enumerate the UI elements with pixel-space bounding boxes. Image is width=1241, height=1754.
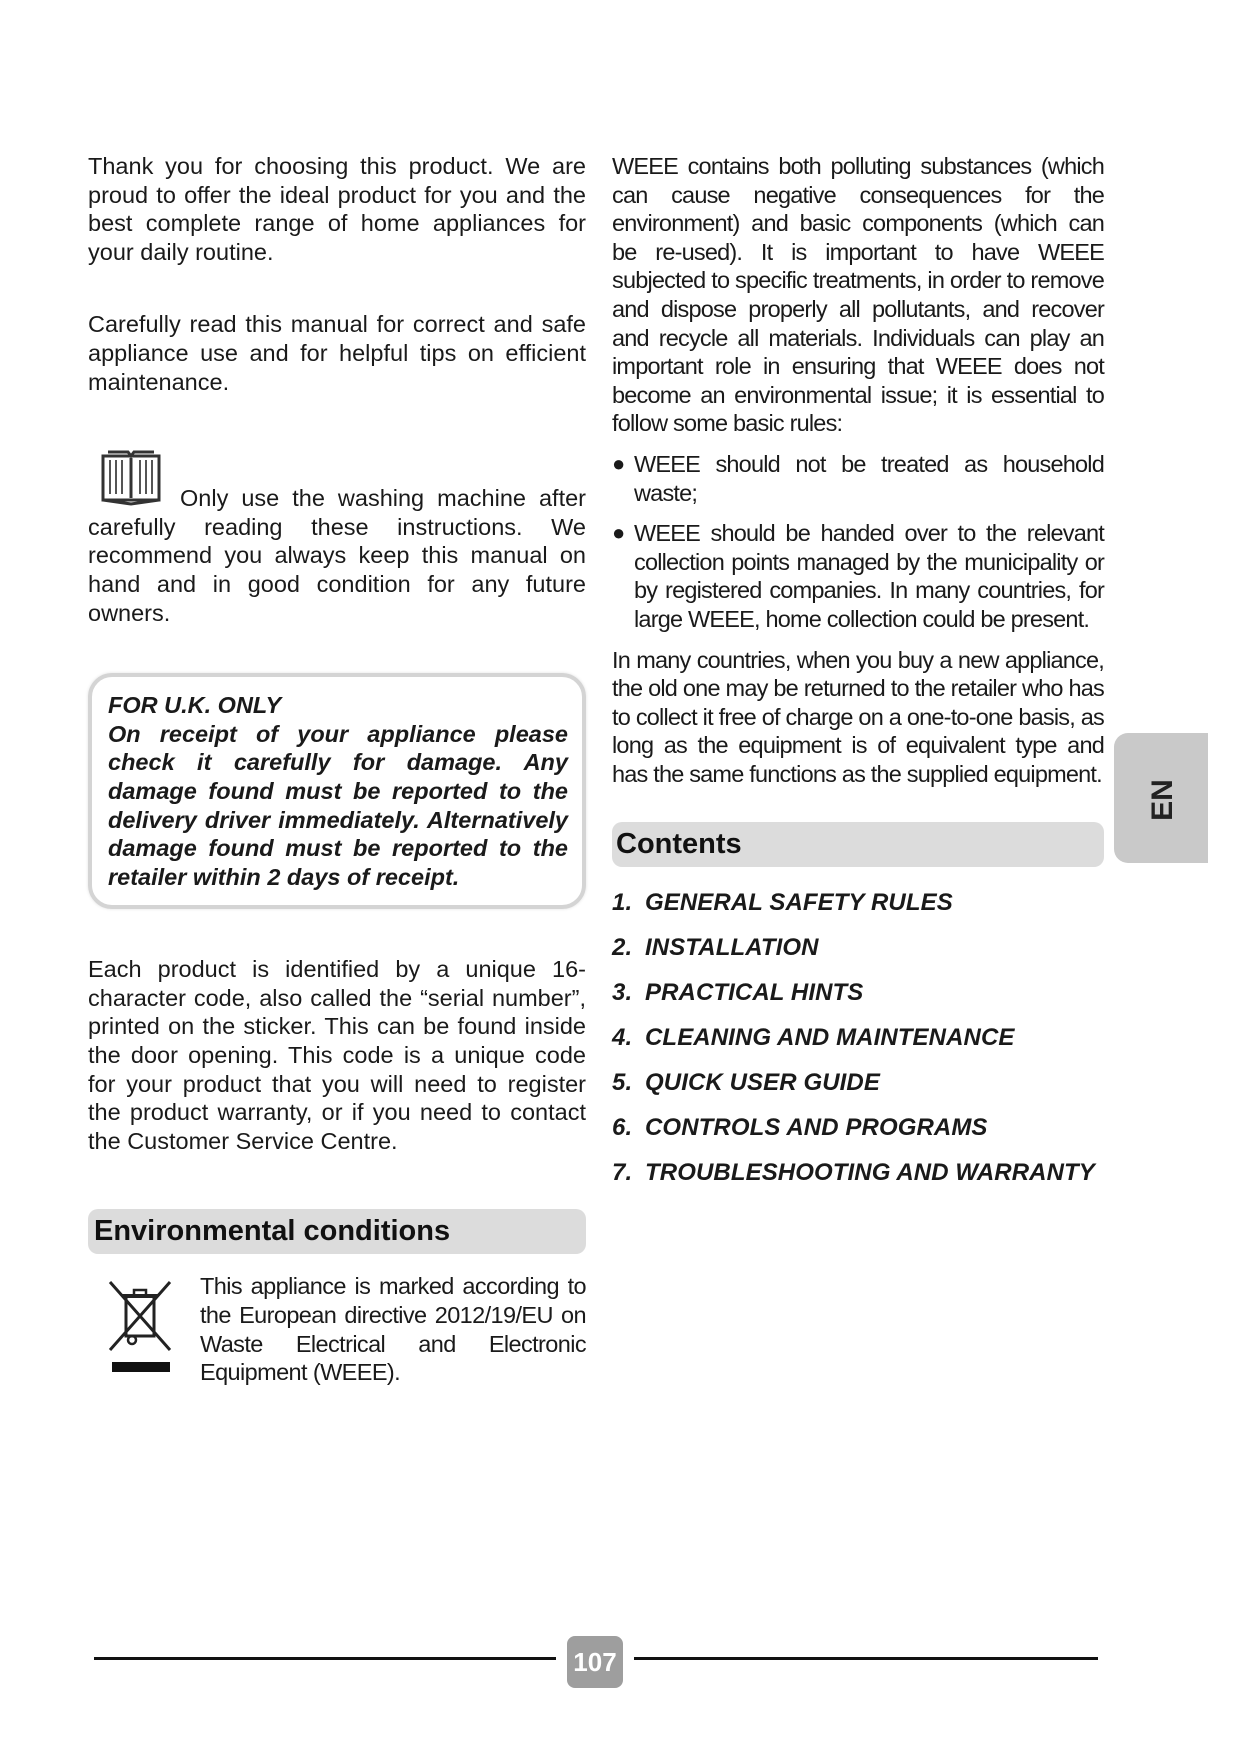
instructions-paragraph: Only use the washing machine after carefully reading these instructions. We recommend you always keep this manual on hand and in good condition for any future owners.	[88, 485, 586, 626]
serial-number-paragraph: Each product is identified by a unique 16-character code, also called the “serial number”, printed on the sticker. This can be found inside the door opening. This code is a unique code for your product that you will need to register the product warranty, or if you need to contact the Customer Service Centre.	[88, 956, 586, 1154]
toc-item[interactable]: 1. GENERAL SAFETY RULES	[612, 889, 953, 917]
toc-item[interactable]: 6. CONTROLS AND PROGRAMS	[612, 1114, 988, 1142]
left-column	[88, 152, 586, 1387]
uk-only-notice	[88, 673, 586, 909]
footer-rule-right	[634, 1657, 1098, 1660]
intro-paragraph: Thank you for choosing this product. We are proud to offer the ideal product for you and the best complete range of home appliances for your daily routine.	[88, 153, 586, 265]
right-column	[612, 152, 1104, 1204]
toc-item[interactable]: 7. TROUBLESHOOTING AND WARRANTY	[612, 1159, 1095, 1187]
toc-item[interactable]: 3. PRACTICAL HINTS	[612, 979, 864, 1007]
open-book-icon	[100, 448, 162, 506]
crossed-out-wheelie-bin-icon	[106, 1278, 174, 1374]
bullet-dot: ●	[612, 450, 626, 476]
toc-item[interactable]: 2. INSTALLATION	[612, 934, 819, 962]
read-manual-paragraph: Carefully read this manual for correct and safe appliance use and for helpful tips on efficient maintenance.	[88, 311, 586, 395]
uk-only-body: On receipt of your appliance please check it carefully for damage. Any damage found must be reported to the delivery driver immediately. Alternatively damage found must be reported to the retailer within 2 days of receipt.	[108, 720, 568, 890]
instructions-block	[88, 448, 586, 627]
environmental-conditions-heading: Environmental conditions	[88, 1209, 586, 1254]
language-tab-label: EN	[1145, 779, 1179, 821]
toc-item[interactable]: 5. QUICK USER GUIDE	[612, 1069, 880, 1097]
contents-heading: Contents	[612, 822, 1104, 867]
table-of-contents	[612, 889, 1104, 1187]
weee-rule-text: WEEE should not be treated as household waste;	[634, 450, 1104, 506]
toc-item[interactable]: 4. CLEANING AND MAINTENANCE	[612, 1024, 1015, 1052]
weee-intro-paragraph: WEEE contains both polluting substances (which can cause negative consequences for the environment) and basic components (which can be re-used). It is important to have WEEE subjected to specific treatments, in order to remove and dispose properly all pollutants, and recover and recycle all materials. Individuals can play an important role in ensuring that WEEE does not become an environmental issue; it is essential to follow some basic rules:	[612, 153, 1104, 437]
weee-rule-item	[612, 519, 1104, 633]
bullet-dot: ●	[612, 520, 626, 546]
uk-only-title: FOR U.K. ONLY	[108, 692, 282, 719]
weee-rule-text: WEEE should be handed over to the relevant collection points managed by the municipality or by registered companies. In many countries, for large WEEE, home collection could be present.	[634, 520, 1104, 632]
weee-marking-text: This appliance is marked according to the European directive 2012/19/EU on Waste Electrical and Electronic Equipment (WEEE).	[200, 1273, 586, 1386]
page-number: 107	[567, 1636, 623, 1688]
footer-rule-left	[94, 1657, 556, 1660]
weee-marking-block	[88, 1272, 586, 1386]
return-policy-paragraph: In many countries, when you buy a new appliance, the old one may be returned to the retailer who has to collect it free of charge on a one-to-one basis, as long as the equipment is of equivalent type and has the same functions as the supplied equipment.	[612, 646, 1104, 787]
weee-rule-item	[612, 450, 1104, 507]
language-tab	[1114, 733, 1208, 863]
